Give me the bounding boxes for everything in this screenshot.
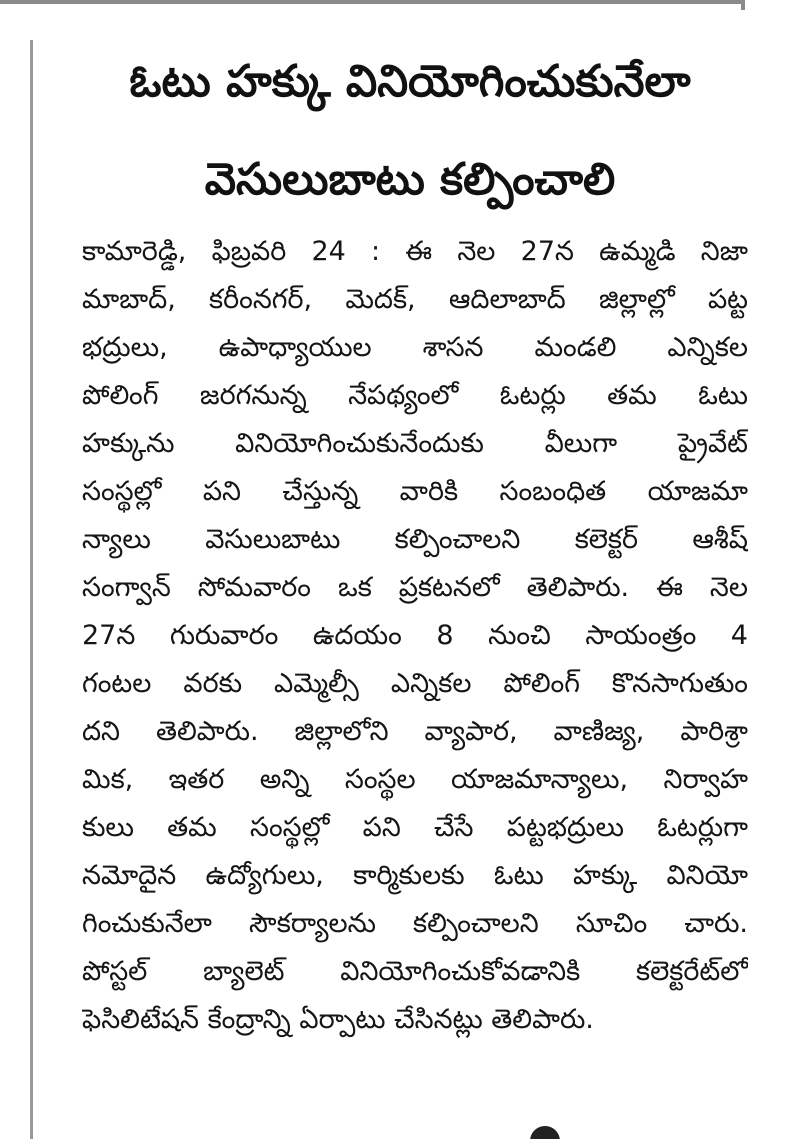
body-line: భద్రులు, ఉపాధ్యాయుల శాసన మండలి ఎన్నికల — [82, 332, 748, 363]
body-line: పోలింగ్ జరగనున్న నేపథ్యంలో ఓటర్లు తమ ఓటు — [82, 380, 748, 411]
body-line: నమోదైన ఉద్యోగులు, కార్మికులకు ఓటు హక్కు వినియో — [82, 860, 748, 891]
headline-line-2: వెసులుబాటు కల్పించాలి — [204, 154, 616, 205]
body-line: మాబాద్, కరీంనగర్, మెదక్, ఆదిలాబాద్ జిల్లాల్లో పట్ట — [82, 284, 748, 315]
body-line: ఫెసిలిటేషన్ కేంద్రాన్ని ఏర్పాటు చేసినట్లు తెలిపారు. — [82, 1004, 594, 1035]
article-body — [82, 228, 748, 1044]
headline-line-1: ఓటు హక్కు వినియోగించుకునేలా — [129, 56, 691, 107]
body-line: సంగ్వాన్ సోమవారం ఒక ప్రకటనలో తెలిపారు. ఈ నెల — [82, 572, 748, 603]
body-line: దని తెలిపారు. జిల్లాలోని వ్యాపార, వాణిజ్య, పారిశ్రా — [82, 716, 748, 747]
top-border-rule — [0, 0, 745, 4]
body-line: న్యాలు వెసులుబాటు కల్పించాలని కలెక్టర్ ఆశీష్ — [82, 524, 748, 555]
body-line: 27న గురువారం ఉదయం 8 నుంచి సాయంత్రం 4 — [82, 620, 748, 651]
body-line: సంస్థల్లో పని చేస్తున్న వారికి సంబంధిత యాజమా — [82, 476, 748, 507]
column-divider-rule — [30, 40, 33, 1139]
body-line: గించుకునేలా సౌకర్యాలను కల్పించాలని సూచిం చారు. — [82, 908, 748, 939]
next-article-fragment-icon — [530, 1126, 560, 1139]
right-border-rule — [741, 0, 745, 10]
body-line: మిక, ఇతర అన్ని సంస్థల యాజమాన్యాలు, నిర్వాహ — [82, 764, 748, 795]
body-line: గంటల వరకు ఎమ్మెల్సీ ఎన్నికల పోలింగ్ కొనసాగుతుం — [82, 668, 748, 699]
body-line: పోస్టల్ బ్యాలెట్ వినియోగించుకోవడానికి కలెక్టరేట్‌లో — [82, 956, 748, 987]
body-line: కులు తమ సంస్థల్లో పని చేసే పట్టభద్రులు ఓటర్లుగా — [82, 812, 748, 843]
body-line: కామారెడ్డి, ఫిబ్రవరి 24 : ఈ నెల 27న ఉమ్మడి నిజా — [82, 236, 748, 267]
body-line: హక్కును వినియోగించుకునేందుకు వీలుగా ప్రైవేట్ — [82, 428, 748, 459]
